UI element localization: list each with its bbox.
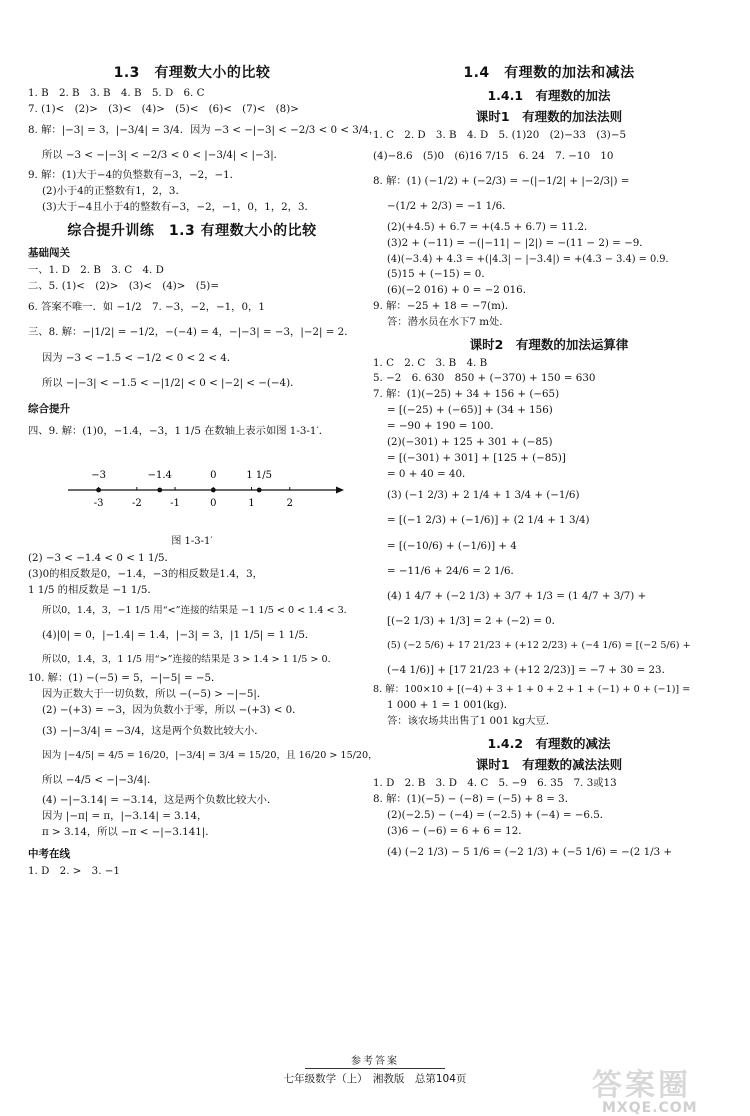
answer-line: [(−2 1/3) + 1/3] = 2 + (−2) = 0． <box>387 615 562 628</box>
answer-line: = [(−301) + 301] + [125 + (−85)] <box>387 452 566 465</box>
number-line-point <box>157 488 162 493</box>
answer-line: 所以 −4/5 < −|−3/4|． <box>42 773 158 786</box>
number-line-svg <box>28 448 356 530</box>
answer-line: 6. 答案不唯一．如 −1/2 7. −3，−2，−1，0，1 <box>28 301 265 314</box>
answer-line: 1. C 2. C 3. B 4. B <box>373 356 488 369</box>
answer-line: = −90 + 190 = 100． <box>387 420 501 433</box>
number-line-point-label: −1.4 <box>147 470 172 482</box>
heading-1-4-2: 1.4.2 有理数的减法 <box>487 735 611 751</box>
answer-line: (2)(−301) + 125 + 301 + (−85) <box>387 436 553 449</box>
section-title-training: 综合提升训练 1.3 有理数大小的比较 <box>67 223 317 240</box>
answer-line: 8. 解：|−3| = 3，|−3/4| = 3/4．因为 −3 < −|−3| < −2/3 < 0 < 3/4， <box>28 123 380 136</box>
answer-line: 因为 |−4/5| = 4/5 = 16/20，|−3/4| = 3/4 = 15/20，且 16/20 > 15/20， <box>42 750 378 762</box>
number-line-point <box>96 488 101 493</box>
answer-line: 1. B 2. B 3. B 4. B 5. D 6. C <box>28 87 205 99</box>
answer-line: 8. 解：(1) (−1/2) + (−2/3) = −(|−1/2| + |−2/3|) = <box>373 175 630 188</box>
number-line-figure <box>28 448 356 530</box>
answer-line: 因为正数大于一切负数，所以 −(−5) > −|−5|． <box>42 688 268 701</box>
answer-line: 1 1/5 的相反数是 −1 1/5． <box>28 584 158 597</box>
answer-line: (−4 1/6)] + [17 21/23 + (+12 2/23)] = −7 + 30 = 23． <box>387 663 672 676</box>
heading-lesson-1: 课时1 有理数的加法法则 <box>475 109 623 124</box>
answer-line: 三、8. 解：−|1/2| = −1/2，−(−4) = 4，−|−3| = −3，|−2| = 2． <box>28 326 355 339</box>
answer-line: = −11/6 + 24/6 = 2 1/6． <box>387 564 521 577</box>
answer-line: (3) (−1 2/3) + 2 1/4 + 1 3/4 + (−1/6) <box>387 489 580 502</box>
figure-caption: 图 1-3-1′ <box>171 536 213 548</box>
number-line-point <box>211 488 216 493</box>
number-line-tick-label: -3 <box>93 498 104 510</box>
answer-line: 7. (1)< (2)> (3)< (4)> (5)< (6)< (7)< (8)> <box>28 102 299 115</box>
answer-line: = [(−10/6) + (−1/6)] + 4 <box>387 539 517 552</box>
number-line-tick-label: 2 <box>286 498 293 510</box>
answer-line: 四、9. 解：(1)0，−1.4，−3，1 1/5 在数轴上表示如图 1-3-1′． <box>28 424 330 437</box>
answer-line: 所以0，1.4，3，−1 1/5 用“<”连接的结果是 −1 1/5 < 0 < 1.4 < 3． <box>42 605 354 617</box>
answer-line: (3) −|−3/4| = −3/4，这是两个负数比较大小． <box>42 725 265 738</box>
answer-line: 一、1. D 2. B 3. C 4. D <box>28 264 164 277</box>
heading-lesson-2: 课时2 有理数的加法运算律 <box>469 336 629 352</box>
watermark <box>592 1060 732 1116</box>
answer-line: 1 000 + 1 = 1 001(kg)． <box>387 699 515 712</box>
answer-line: −(1/2 + 2/3) = −1 1/6． <box>387 200 513 213</box>
section-title-1-3: 1.3 有理数大小的比较 <box>113 65 271 81</box>
number-line-point <box>257 488 262 493</box>
number-line-tick-label: 1 <box>248 498 255 510</box>
answer-line: 8. 解：100×10 + [(−4) + 3 + 1 + 0 + 2 + 1 + (−1) + 0 + (−1)] = <box>373 684 691 696</box>
answer-line: 二、5. (1)< (2)> (3)< (4)> (5)= <box>28 280 219 293</box>
answer-line: 1. C 2. D 3. B 4. D 5. (1)20 (2)−33 (3)−5 <box>373 129 626 141</box>
answer-line: (3)0的相反数是0，−1.4，−3的相反数是1.4，3， <box>28 568 263 581</box>
answer-line: (3)6 − (−6) = 6 + 6 = 12． <box>387 824 529 837</box>
number-line-tick-label: -1 <box>170 498 180 510</box>
answer-line: (6)(−2 016) + 0 = −2 016． <box>387 283 534 296</box>
answer-line: 因为 |−π| = π，|−3.14| = 3.14， <box>42 810 208 823</box>
right-column <box>373 62 725 865</box>
answer-line: 9. 解：−25 + 18 = −7(m)． <box>373 299 516 312</box>
footer-info: 七年级数学（上） 湘教版 总第104页 <box>283 1073 467 1085</box>
answer-line: (2)(+4.5) + 6.7 = +(4.5 + 6.7) = 11.2． <box>387 220 595 233</box>
answer-line: 9. 解：(1)大于−4的负整数有−3，−2，−1． <box>28 169 240 182</box>
number-line-point-label: −3 <box>91 470 106 482</box>
answer-line: π > 3.14，所以 −π < −|−3.141|． <box>42 825 216 838</box>
answer-line: (2) −3 < −1.4 < 0 < 1 1/5． <box>28 552 175 565</box>
answer-line: 7. 解：(1)(−25) + 34 + 156 + (−65) <box>373 388 560 401</box>
answer-line: 1. D 2. B 3. D 4. C 5. −9 6. 35 7. 3或13 <box>373 776 617 789</box>
number-line-tick-label: 0 <box>210 498 217 510</box>
subheading-exam: 中考在线 <box>28 847 70 860</box>
answer-line: (4) 1 4/7 + (−2 1/3) + 3/7 + 1/3 = (1 4/7 + 3/7) + <box>387 590 647 602</box>
answer-line: 1. D 2. > 3. −1 <box>28 864 120 877</box>
answer-line: (4) (−2 1/3) − 5 1/6 = (−2 1/3) + (−5 1/6) = −(2 1/3 + <box>387 845 673 858</box>
answer-line: = [(−25) + (−65)] + (34 + 156) <box>387 404 553 417</box>
answer-line: (2)小于4的正整数有1，2，3． <box>42 185 186 198</box>
answer-line: = [(−1 2/3) + (−1/6)] + (2 1/4 + 1 3/4) <box>387 514 590 527</box>
answer-line: 因为 −3 < −1.5 < −1/2 < 0 < 2 < 4． <box>42 351 238 364</box>
answer-line: 所以 −3 < −|−3| < −2/3 < 0 < |−3/4| < |−3|． <box>42 149 284 162</box>
left-column <box>28 62 380 880</box>
answer-line: (4) −|−3.14| = −3.14，这是两个负数比较大小． <box>42 794 278 807</box>
section-title-1-4: 1.4 有理数的加法和减法 <box>463 65 635 81</box>
heading-lesson-subtraction: 课时1 有理数的减法法则 <box>475 756 623 772</box>
answer-line: (3)2 + (−11) = −(|−11| − |2|) = −(11 − 2) = −9． <box>387 236 650 249</box>
number-line-point-label: 1 1/5 <box>246 470 272 482</box>
subheading-basic: 基础闯关 <box>28 247 70 260</box>
watermark-url: MXQE.COM <box>602 1100 698 1116</box>
number-line-tick-label: -2 <box>131 498 142 510</box>
answer-line: (4)|0| = 0，|−1.4| = 1.4，|−3| = 3，|1 1/5| = 1 1/5． <box>42 628 316 641</box>
answer-line: 5. −2 6. 630 850 + (−370) + 150 = 630 <box>373 372 596 385</box>
answer-line: 所以0，1.4，3，1 1/5 用“>”连接的结果是 3 > 1.4 > 1 1/5 > 0． <box>42 653 338 665</box>
answer-line: (4)−8.6 (5)0 (6)16 7/15 6. 24 7. −10 10 <box>373 149 614 162</box>
answer-line: (5)15 + (−15) = 0． <box>387 267 492 280</box>
answer-line: (2) −(+3) = −3，因为负数小于零，所以 −(+3) < 0． <box>42 704 303 717</box>
answer-line: (5) (−2 5/6) + 17 21/23 + (+12 2/23) + (−4 1/6) = [(−2 5/6) + <box>387 640 691 652</box>
answer-line: 答：该农场共出售了1 001 kg大豆． <box>387 714 557 727</box>
answer-line: (4)(−3.4) + 4.3 = +(|4.3| − |−3.4|) = +(4.3 − 3.4) = 0.9． <box>387 253 676 265</box>
footer-rule <box>305 1068 445 1069</box>
answer-line: 10. 解：(1) −(−5) = 5，−|−5| = −5． <box>28 672 222 685</box>
subheading-comprehensive: 综合提升 <box>28 402 70 415</box>
number-line-arrow <box>336 487 344 494</box>
answer-line: 所以 −|−3| < −1.5 < −|1/2| < 0 < |−2| < −(−4)． <box>42 376 301 389</box>
number-line-point-label: 0 <box>210 470 217 482</box>
answer-line: = 0 + 40 = 40． <box>387 468 473 481</box>
answer-line: (3)大于−4且小于4的整数有−3，−2，−1，0，1，2，3． <box>42 201 315 214</box>
heading-1-4-1: 1.4.1 有理数的加法 <box>487 88 611 103</box>
footer-label: 参考答案 <box>351 1056 399 1067</box>
watermark-logo: 答案圈 <box>592 1068 691 1103</box>
answer-line: 答：潜水员在水下7 m处． <box>387 315 510 328</box>
answer-line: (2)(−2.5) − (−4) = (−2.5) + (−4) = −6.5． <box>387 808 611 821</box>
answer-line: 8. 解：(1)(−5) − (−8) = (−5) + 8 = 3． <box>373 792 576 805</box>
